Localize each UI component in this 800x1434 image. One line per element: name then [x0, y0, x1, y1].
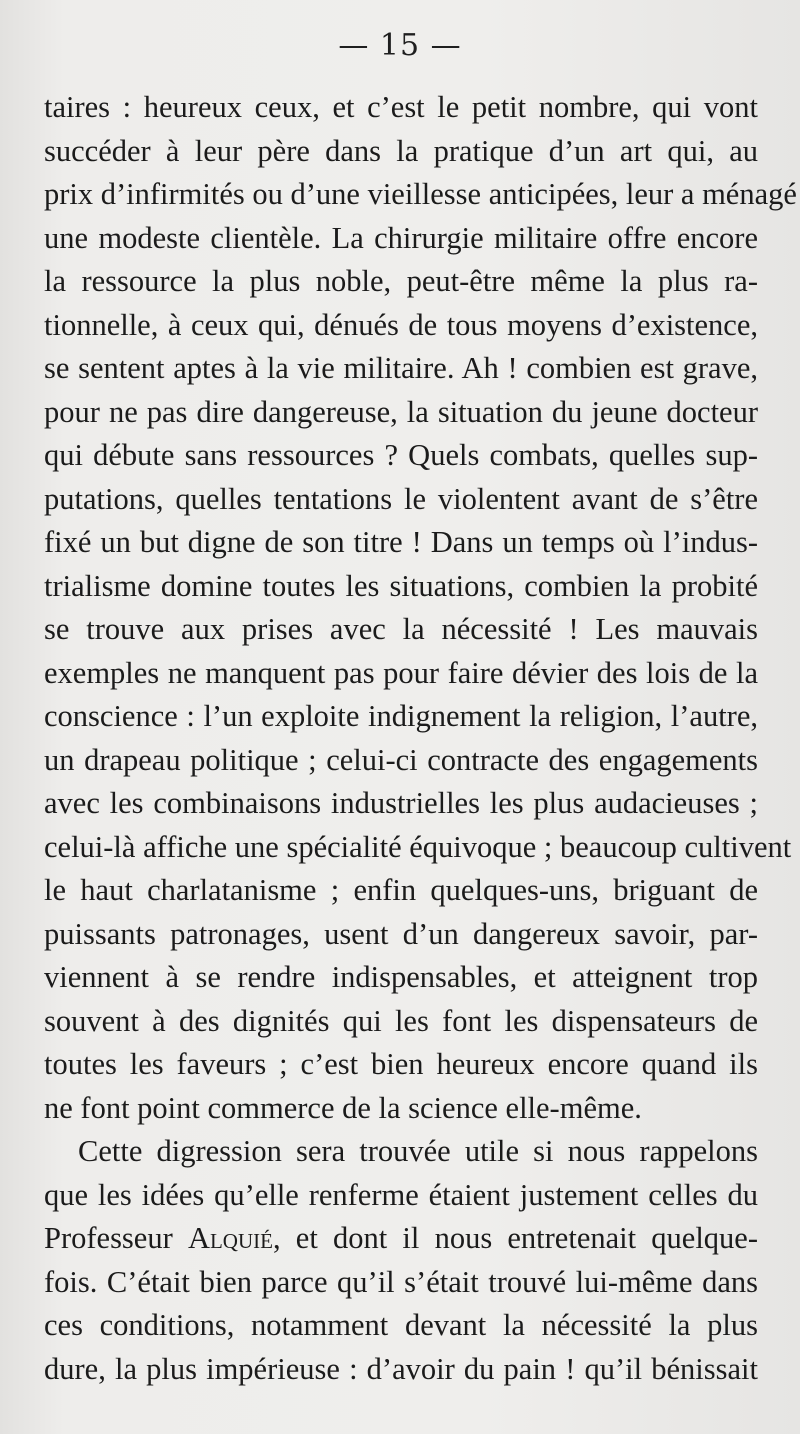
text-line: prix d’infirmités ou d’une vieillesse anticipées, leur a ménagé: [44, 177, 797, 211]
text-line: succéder à leur père dans la pratique d’un art qui, au: [44, 133, 758, 168]
text-line: viennent à se rendre indispensables, et atteignent trop: [44, 960, 758, 994]
text-line: se trouve aux prises avec la nécessité ! Les mauvais: [44, 612, 758, 646]
text-line: puissants patronages, usent d’un dangereux savoir, par-: [44, 916, 758, 951]
text-line: fois. C’était bien parce qu’il s’était trouvé lui-même dans: [44, 1264, 758, 1299]
text-line: avec les combinaisons industrielles les plus audacieuses ;: [44, 786, 758, 820]
paragraph-first-line: Cette digression sera trouvée utile si nous rappelons: [78, 1134, 758, 1168]
text-line: tionnelle, à ceux qui, dénués de tous moyens d’existence,: [44, 307, 758, 342]
text-line: fixé un but digne de son titre ! Dans un temps où l’indus-: [44, 525, 758, 559]
text-fragment: Professeur: [44, 1221, 188, 1255]
text-line: un drapeau politique ; celui-ci contracte des engagements: [44, 742, 758, 777]
text-line: dure, la plus impérieuse : d’avoir du pain ! qu’il bénissait: [44, 1351, 758, 1386]
text-line: exemples ne manquent pas pour faire dévier des lois de la: [44, 655, 758, 690]
text-line: une modeste clientèle. La chirurgie militaire offre encore: [44, 220, 758, 255]
text-line: taires : heureux ceux, et c’est le petit nombre, qui vont: [44, 90, 758, 124]
body-text: [44, 86, 797, 1391]
text-line: la ressource la plus noble, peut-être même la plus ra-: [44, 264, 758, 298]
text-line: putations, quelles tentations le violentent avant de s’être: [44, 481, 758, 516]
text-line: ces conditions, notamment devant la nécessité la plus: [44, 1308, 758, 1342]
text-line: se sentent aptes à la vie militaire. Ah ! combien est grave,: [44, 351, 758, 385]
text-line: pour ne pas dire dangereuse, la situation du jeune docteur: [44, 394, 758, 429]
text-line: que les idées qu’elle renferme étaient justement celles du: [44, 1177, 758, 1212]
text-line-with-name: [44, 1217, 758, 1261]
text-line: toutes les faveurs ; c’est bien heureux encore quand ils: [44, 1047, 758, 1081]
professor-name: Alquié: [187, 1221, 273, 1255]
text-line: ne font point commerce de la science elle-même.: [44, 1090, 642, 1125]
text-line: souvent à des dignités qui les font les dispensateurs de: [44, 1003, 758, 1038]
text-line: trialisme domine toutes les situations, combien la probité: [44, 568, 758, 603]
text-line: le haut charlatanisme ; enfin quelques-uns, briguant de: [44, 873, 758, 907]
text-fragment: , et dont il nous entretenait quelque-: [272, 1221, 758, 1255]
text-line: celui-là affiche une spécialité équivoque ; beaucoup cultivent: [44, 829, 792, 864]
page-number: — 15 —: [338, 28, 462, 63]
text-line: conscience : l’un exploite indignement la religion, l’autre,: [44, 699, 758, 733]
text-line: qui débute sans ressources ? Quels combats, quelles sup-: [44, 438, 758, 472]
